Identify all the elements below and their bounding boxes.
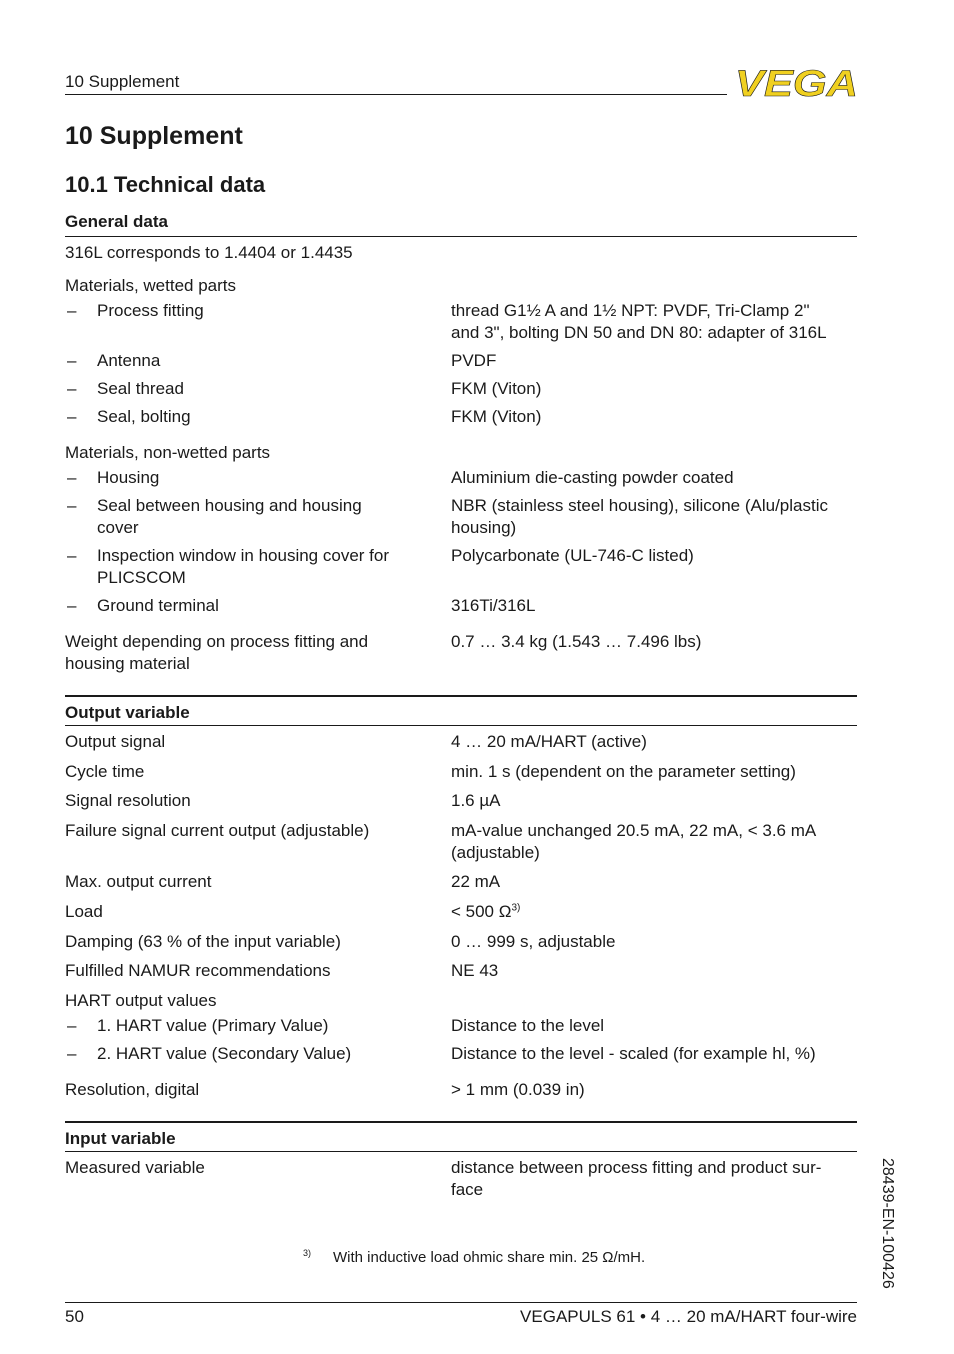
wetted-seal-bolting-label: Seal, bolting — [97, 407, 191, 426]
wetted-process-fitting-value-1: thread G1½ A and 1½ NPT: PVDF, Tri-Clamp 2" — [451, 301, 810, 320]
failure-signal-value-2: (adjustable) — [451, 843, 540, 862]
nonwetted-window-label-1: Inspection window in housing cover for — [97, 546, 389, 565]
list-dash: – — [67, 1044, 77, 1063]
footnote — [303, 1248, 645, 1266]
measured-variable-value-2: face — [451, 1180, 484, 1199]
nonwetted-window-value: Polycarbonate (UL-746-C listed) — [451, 546, 694, 565]
hart-output-title: HART output values — [65, 991, 217, 1010]
hart-primary-value: Distance to the level — [451, 1016, 605, 1035]
hart-secondary-value: Distance to the level - scaled (for example hl, %) — [451, 1044, 816, 1063]
namur-value: NE 43 — [451, 961, 499, 980]
header-rule — [65, 94, 727, 95]
list-dash: – — [67, 1016, 77, 1035]
hart-primary-label: 1. HART value (Primary Value) — [97, 1016, 329, 1035]
input-variable-title: Input variable — [65, 1129, 176, 1148]
wetted-seal-thread-value: FKM (Viton) — [451, 379, 542, 398]
hart-secondary-label: 2. HART value (Secondary Value) — [97, 1044, 352, 1063]
list-dash: – — [67, 407, 77, 426]
wetted-process-fitting-label: Process fitting — [97, 301, 204, 320]
wetted-parts-title: Materials, wetted parts — [65, 276, 237, 295]
namur-label: Fulfilled NAMUR recommendations — [65, 961, 331, 980]
list-dash: – — [67, 301, 77, 320]
footnote-mark: 3) — [303, 1248, 312, 1258]
list-dash: – — [67, 379, 77, 398]
nonwetted-seal-value-1: NBR (stainless steel housing), silicone (Alu/plastic — [451, 496, 828, 515]
section-title: 10.1 Technical data — [65, 172, 266, 197]
weight-label-2: housing material — [65, 654, 190, 673]
max-output-current-label: Max. output current — [65, 872, 212, 891]
output-title-rule — [65, 725, 857, 726]
nonwetted-window-label-2: PLICSCOM — [97, 568, 186, 587]
nonwetted-ground-value: 316Ti/316L — [451, 596, 536, 615]
input-top-rule — [65, 1121, 857, 1123]
wetted-seal-bolting-value: FKM (Viton) — [451, 407, 542, 426]
nonwetted-seal-value-2: housing) — [451, 518, 517, 537]
general-data-rule — [65, 236, 857, 237]
footnote-ref[interactable]: 3) — [511, 902, 521, 914]
damping-value: 0 … 999 s, adjustable — [451, 932, 616, 951]
input-title-rule — [65, 1151, 857, 1152]
measured-variable-label: Measured variable — [65, 1158, 205, 1177]
resolution-digital-label: Resolution, digital — [65, 1080, 200, 1099]
chapter-title: 10 Supplement — [65, 122, 243, 150]
max-output-current-value: 22 mA — [451, 872, 501, 891]
general-data-title: General data — [65, 212, 168, 231]
footer-rule — [65, 1302, 857, 1303]
nonwetted-parts-title: Materials, non-wetted parts — [65, 443, 271, 462]
failure-signal-label: Failure signal current output (adjustable) — [65, 821, 370, 840]
list-dash: – — [67, 596, 77, 615]
weight-label-1: Weight depending on process fitting and — [65, 632, 369, 651]
signal-resolution-value: 1.6 µA — [451, 791, 501, 810]
output-top-rule — [65, 695, 857, 697]
running-head: 10 Supplement — [65, 72, 180, 91]
load-label: Load — [65, 902, 103, 921]
list-dash: – — [67, 468, 77, 487]
footer-title: VEGAPULS 61 • 4 … 20 mA/HART four-wire — [520, 1307, 857, 1326]
load-value: < 500 Ω — [451, 902, 512, 921]
wetted-antenna-label: Antenna — [97, 351, 161, 370]
output-signal-label: Output signal — [65, 732, 166, 751]
logo-text: VEGA — [735, 66, 858, 98]
signal-resolution-label: Signal resolution — [65, 791, 191, 810]
list-dash: – — [67, 496, 77, 515]
nonwetted-seal-label-2: cover — [97, 518, 139, 537]
list-dash: – — [67, 351, 77, 370]
cycle-time-value: min. 1 s (dependent on the parameter setting) — [451, 762, 796, 781]
weight-value: 0.7 … 3.4 kg (1.543 … 7.496 lbs) — [451, 632, 702, 651]
vega-logo — [735, 66, 858, 98]
measured-variable-value-1: distance between process fitting and product sur- — [451, 1158, 822, 1177]
cycle-time-label: Cycle time — [65, 762, 145, 781]
damping-label: Damping (63 % of the input variable) — [65, 932, 341, 951]
failure-signal-value-1: mA-value unchanged 20.5 mA, 22 mA, < 3.6 mA — [451, 821, 817, 840]
material-note: 316L corresponds to 1.4404 or 1.4435 — [65, 243, 353, 262]
wetted-seal-thread-label: Seal thread — [97, 379, 184, 398]
nonwetted-seal-label-1: Seal between housing and housing — [97, 496, 362, 515]
wetted-antenna-value: PVDF — [451, 351, 497, 370]
document-code: 28439-EN-100426 — [879, 1158, 896, 1289]
page-number: 50 — [65, 1307, 84, 1326]
nonwetted-housing-value: Aluminium die-casting powder coated — [451, 468, 734, 487]
output-signal-value: 4 … 20 mA/HART (active) — [451, 732, 647, 751]
list-dash: – — [67, 546, 77, 565]
footnote-text: With inductive load ohmic share min. 25 Ω/mH. — [333, 1249, 646, 1266]
wetted-process-fitting-value-2: and 3", bolting DN 50 and DN 80: adapter of 316L — [451, 323, 827, 342]
nonwetted-housing-label: Housing — [97, 468, 160, 487]
load-value-wrapper — [451, 901, 520, 923]
resolution-digital-value: > 1 mm (0.039 in) — [451, 1080, 585, 1099]
output-variable-title: Output variable — [65, 703, 190, 722]
nonwetted-ground-label: Ground terminal — [97, 596, 219, 615]
